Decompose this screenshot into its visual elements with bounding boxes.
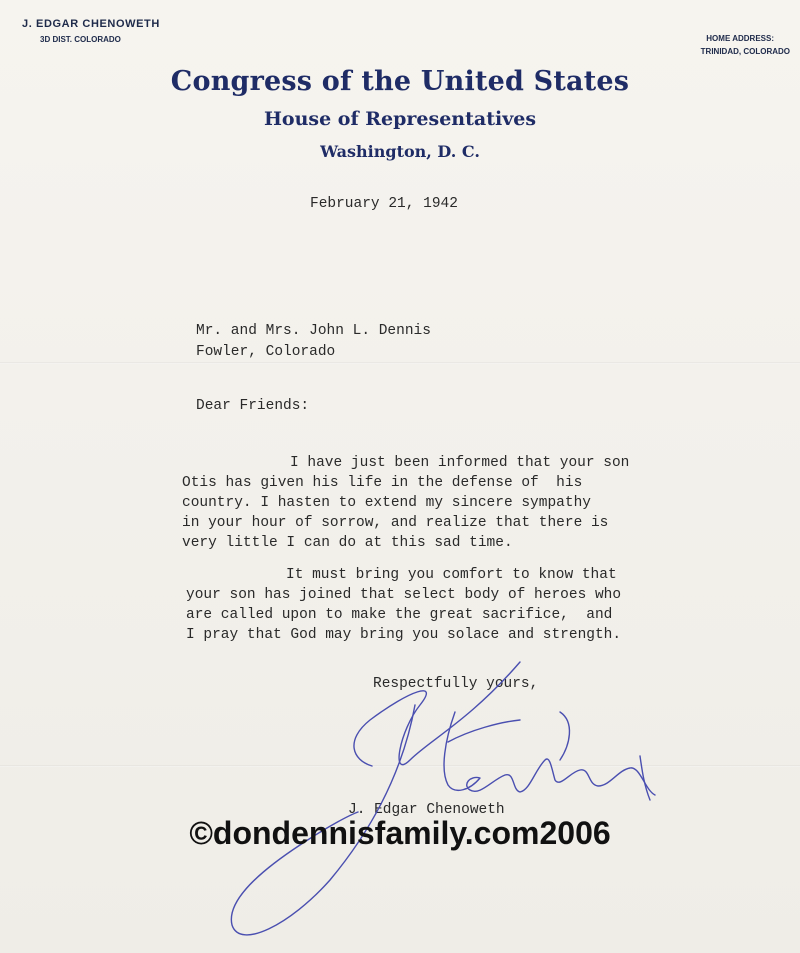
recipient-name: Mr. and Mrs. John L. Dennis (196, 323, 431, 339)
paper-fold-lower (0, 765, 800, 767)
paper-fold-upper (0, 362, 800, 364)
paragraph1-line: Otis has given his life in the defense of his (182, 475, 583, 491)
closing: Respectfully yours, (373, 676, 539, 692)
typed-signatory-name: J. Edgar Chenoweth (348, 802, 505, 818)
sender-name: J. EDGAR CHENOWETH (22, 18, 160, 30)
paragraph2-line: It must bring you comfort to know that (286, 567, 617, 583)
letterhead-washington: Washington, D. C. (320, 142, 480, 161)
copyright-watermark: ©dondennisfamily.com2006 (189, 815, 611, 851)
paragraph2-line: are called upon to make the great sacrifice, and (186, 607, 613, 623)
home-address-city: TRINIDAD, COLORADO (700, 47, 790, 56)
letterhead-congress: Congress of the United States (170, 66, 630, 97)
paragraph1-line: I have just been informed that your son (290, 455, 630, 471)
paragraph1-line: very little I can do at this sad time. (182, 535, 513, 551)
letter-date: February 21, 1942 (310, 196, 458, 212)
paragraph1-line: country. I hasten to extend my sincere sympathy (182, 495, 591, 511)
salutation: Dear Friends: (196, 398, 310, 414)
paragraph1-line: in your hour of sorrow, and realize that there is (182, 515, 609, 531)
sender-district: 3D DIST. COLORADO (40, 35, 121, 44)
recipient-location: Fowler, Colorado (196, 344, 336, 360)
letterhead-house: House of Representatives (263, 108, 537, 130)
paragraph2-line: I pray that God may bring you solace and strength. (186, 627, 622, 643)
paragraph2-line: your son has joined that select body of heroes who (186, 587, 622, 603)
home-address-label: HOME ADDRESS: (706, 34, 774, 43)
